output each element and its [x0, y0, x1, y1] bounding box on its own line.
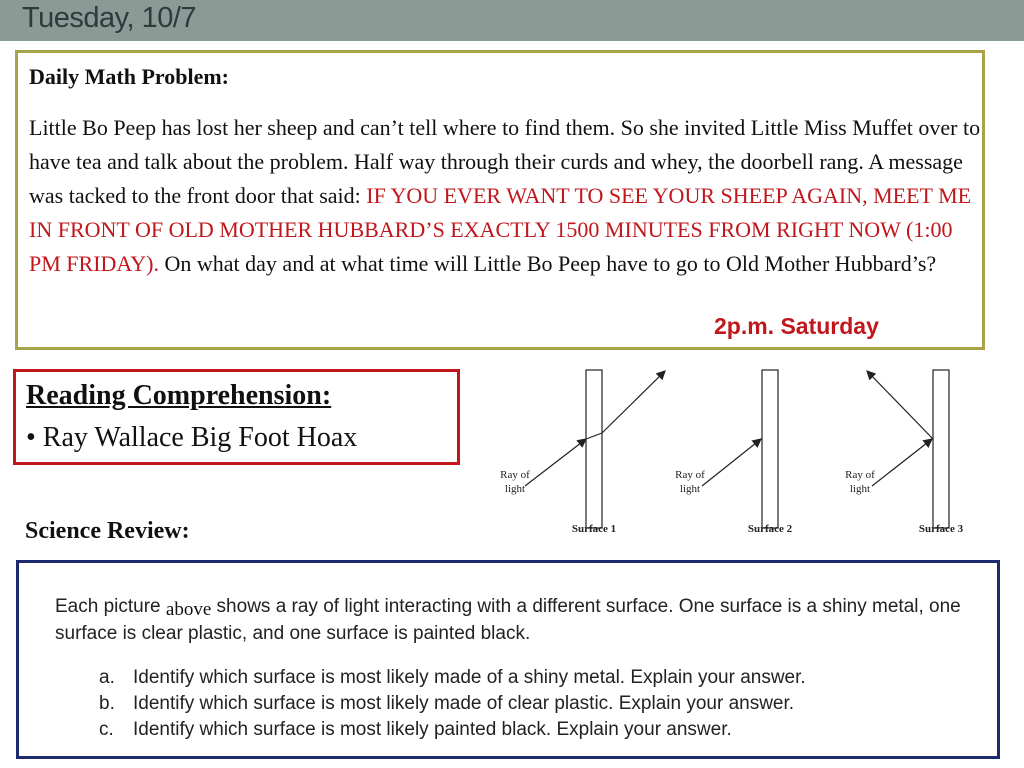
math-answer: 2p.m. Saturday — [714, 313, 879, 339]
surface-3-label: Surface 3 — [918, 523, 964, 535]
surface-3-ray-label-2: light — [849, 483, 871, 495]
science-question-a — [99, 665, 806, 691]
math-problem-text — [29, 111, 981, 281]
science-intro — [55, 593, 985, 647]
reading-heading: Reading Comprehension: — [26, 380, 332, 411]
science-intro-part2: shows a ray of light interacting with a different surface. One surface is a shiny metal, one surface is clear plastic, and one surface is painted black. — [55, 596, 961, 644]
surface-1-outgoing-ray — [602, 371, 665, 433]
math-heading: Daily Math Problem: — [29, 64, 230, 89]
light-ray-diagram — [490, 362, 980, 542]
title-bar — [0, 0, 1024, 41]
reading-item: • Ray Wallace Big Foot Hoax — [26, 422, 358, 453]
surface-3-incoming-ray — [872, 439, 932, 486]
daily-math-box — [15, 50, 985, 350]
slide-title: Tuesday, 10/7 — [22, 2, 197, 34]
surface-2-ray-label-1: Ray of — [675, 469, 705, 481]
question-a-text: Identify which surface is most likely made of a shiny metal. Explain your answer. — [133, 667, 806, 688]
surface-1-block — [586, 370, 602, 528]
surface-2-absorbed-ray — [702, 439, 761, 486]
surface-2-block — [762, 370, 778, 528]
surface-2-figure — [675, 370, 792, 535]
question-a-marker: a. — [99, 667, 115, 688]
surface-1-ray-label-1: Ray of — [500, 469, 530, 481]
reading-comprehension-box — [13, 369, 460, 465]
science-question-c — [99, 717, 806, 743]
surface-1-incoming-ray — [525, 439, 586, 486]
math-text-before: Little Bo Peep has lost her sheep and can’t tell where to find them. So she invited Little Miss Muffet over to have tea and talk about the problem. Half way through their curds and whey, the doorbell rang. A message was tacked to the front door that said: — [29, 115, 981, 208]
question-b-marker: b. — [99, 693, 115, 714]
question-c-marker: c. — [99, 719, 114, 740]
surface-3-reflected-ray — [867, 371, 933, 439]
science-intro-part1: Each picture — [55, 596, 166, 617]
surface-3-ray-label-1: Ray of — [845, 469, 875, 481]
surface-1-figure — [500, 370, 665, 535]
surface-2-label: Surface 2 — [747, 523, 793, 535]
science-question-list — [99, 665, 806, 743]
science-question-b — [99, 691, 806, 717]
question-c-text: Identify which surface is most likely painted black. Explain your answer. — [133, 719, 732, 740]
surface-2-ray-label-2: light — [679, 483, 701, 495]
surface-3-block — [933, 370, 949, 528]
science-review-title: Science Review: — [25, 518, 190, 544]
science-intro-above: above — [165, 599, 212, 620]
science-review-box — [16, 560, 1000, 759]
surface-3-figure — [845, 370, 963, 535]
surface-1-label: Surface 1 — [571, 523, 617, 535]
question-b-text: Identify which surface is most likely made of clear plastic. Explain your answer. — [133, 693, 795, 714]
surface-1-ray-label-2: light — [504, 483, 526, 495]
ransom-message: IF YOU EVER WANT TO SEE YOUR SHEEP AGAIN, MEET ME IN FRONT OF OLD MOTHER HUBBARD’S EXACTLY 1500 MINUTES FROM RIGHT NOW (1:00 PM FRIDAY). — [29, 183, 972, 276]
math-text-after: On what day and at what time will Little Bo Peep have to go to Old Mother Hubbard’s? — [159, 251, 937, 276]
